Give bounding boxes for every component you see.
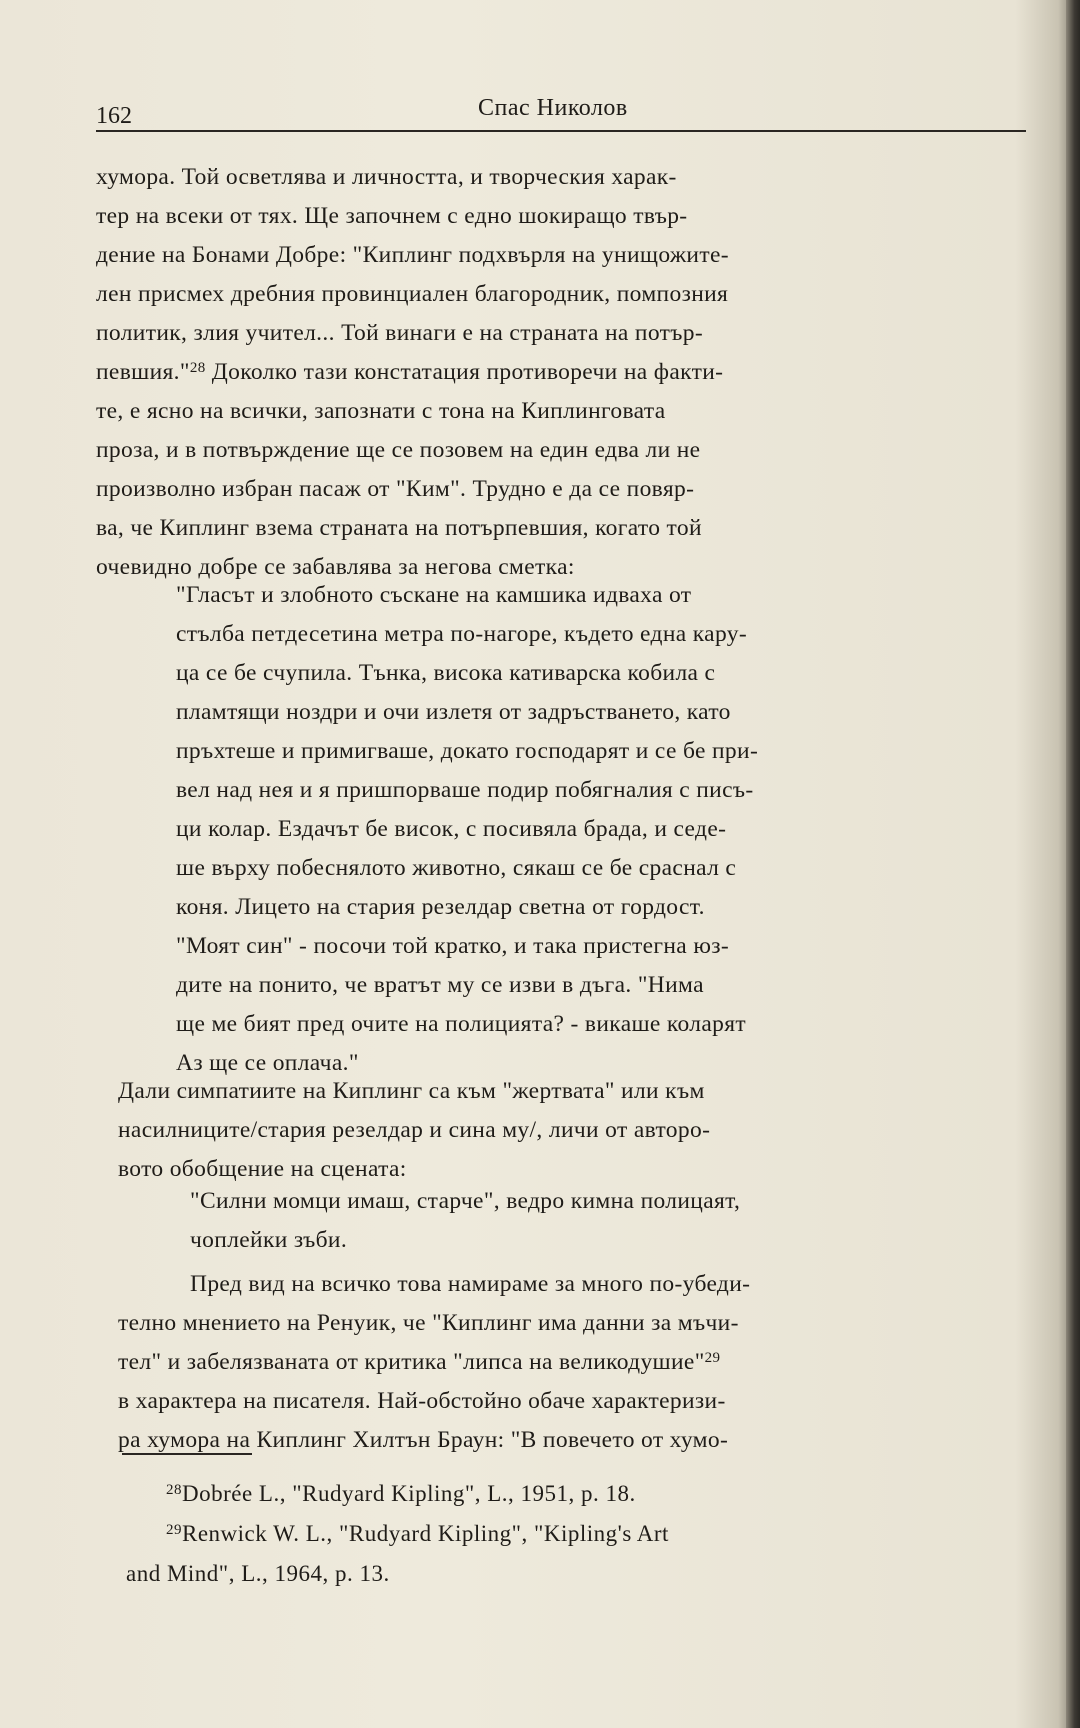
text-fragment: тел" и забелязваната от критика "липса на великодушие" xyxy=(118,1349,705,1375)
text-line: Дали симпатиите на Киплинг са към "жертвата" или към xyxy=(118,1078,705,1104)
page-number: 162 xyxy=(96,103,132,129)
quote-line: "Силни момци имаш, старче", ведро кимна полицаят, xyxy=(190,1188,741,1214)
footnote-text: Renwick W. L., "Rudyard Kipling", "Kipling's Art xyxy=(182,1521,669,1546)
text-line: произволно избран пасаж от "Ким". Трудно е да се повяр- xyxy=(96,476,695,502)
text-line: ва, че Киплинг взема страната на потърпевшия, когато той xyxy=(96,515,702,541)
text-line: дение на Бонами Добре: "Киплинг подхвърля на унищожите- xyxy=(96,242,729,268)
quote-line: ше върху побеснялото животно, сякаш се бе сраснал с xyxy=(176,855,737,881)
footnote-number: 28 xyxy=(166,1482,182,1498)
text-line: хумора. Той осветлява и личността, и творческия харак- xyxy=(96,164,677,190)
paragraph-1 xyxy=(96,158,1046,587)
footnote-separator xyxy=(122,1453,252,1455)
text-line: насилниците/стария резелдар и сина му/, личи от авторо- xyxy=(118,1117,711,1143)
quote-line: чоплейки зъби. xyxy=(190,1227,348,1253)
text-line xyxy=(118,1343,1068,1382)
text-line: проза, и в потвърждение ще се позовем на един едва ли не xyxy=(96,437,701,463)
quote-line: ца се бе счупила. Тънка, висока кативарска кобила с xyxy=(176,660,716,686)
footnote-29-continued: and Mind", L., 1964, p. 13. xyxy=(126,1561,390,1586)
text-line xyxy=(96,353,1046,392)
page-edge-shadow xyxy=(1066,0,1080,1728)
text-line: Пред вид на всичко това намираме за много по-убеди- xyxy=(190,1271,751,1297)
text-fragment: певшия." xyxy=(96,359,190,385)
quote-line: пламтящи ноздри и очи излетя от задръстването, като xyxy=(176,699,731,725)
quote-line: "Моят син" - посочи той кратко, и така пристегна юз- xyxy=(176,933,730,959)
text-line: лен присмех дребния провинциален благородник, помпозния xyxy=(96,281,729,307)
paragraph-2 xyxy=(118,1072,1068,1189)
text-line: вото обобщение на сцената: xyxy=(118,1156,407,1182)
footnote-number: 29 xyxy=(166,1522,182,1538)
quote-line: дите на понито, че вратът му се изви в дъга. "Нима xyxy=(176,972,704,998)
page-header xyxy=(96,92,1026,132)
quote-line: пръхтеше и примигваше, докато господарят и се бе при- xyxy=(176,738,759,764)
quote-line: ци колар. Ездачът бе висок, с посивяла брада, и седе- xyxy=(176,816,727,842)
quote-line: Аз ще се оплача." xyxy=(176,1050,359,1076)
quote-line: "Гласът и злобното съскане на камшика идваха от xyxy=(176,582,692,608)
text-fragment: Доколко тази констатация противоречи на факти- xyxy=(205,359,724,385)
block-quote-2 xyxy=(190,1182,1060,1260)
footnotes xyxy=(126,1475,1056,1595)
quote-line: вел над нея и я пришпорваше подир побягналия с писъ- xyxy=(176,777,754,803)
text-line: ра хумора на Киплинг Хилтън Браун: "В повечето от хумо- xyxy=(118,1427,729,1453)
footnote-ref-29: 29 xyxy=(704,1350,721,1366)
text-line: те, е ясно на всички, запознати с тона на Киплинговата xyxy=(96,398,666,424)
running-head-author: Спас Николов xyxy=(478,95,628,121)
footnote-28 xyxy=(126,1475,1056,1515)
text-line: телно мнението на Ренуик, че "Киплинг има данни за мъчи- xyxy=(118,1310,739,1336)
quote-line: коня. Лицето на стария резелдар светна от гордост. xyxy=(176,894,705,920)
text-line: очевидно добре се забавлява за негова сметка: xyxy=(96,554,575,580)
text-line: политик, злия учител... Той винаги е на страната на потър- xyxy=(96,320,704,346)
footnote-text: Dobrée L., "Rudyard Kipling", L., 1951, p. 18. xyxy=(182,1481,636,1506)
footnote-ref-28: 28 xyxy=(189,360,206,376)
text-line: в характера на писателя. Най-обстойно обаче характеризи- xyxy=(118,1388,726,1414)
block-quote-1 xyxy=(176,576,1046,1083)
quote-line: ще ме бият пред очите на полицията? - викаше коларят xyxy=(176,1011,747,1037)
header-rule xyxy=(96,130,1026,132)
paragraph-3 xyxy=(118,1265,1068,1460)
text-line: тер на всеки от тях. Ще започнем с едно шокиращо твър- xyxy=(96,203,688,229)
quote-line: стълба петдесетина метра по-нагоре, където една кару- xyxy=(176,621,748,647)
footnote-29 xyxy=(126,1515,1056,1555)
